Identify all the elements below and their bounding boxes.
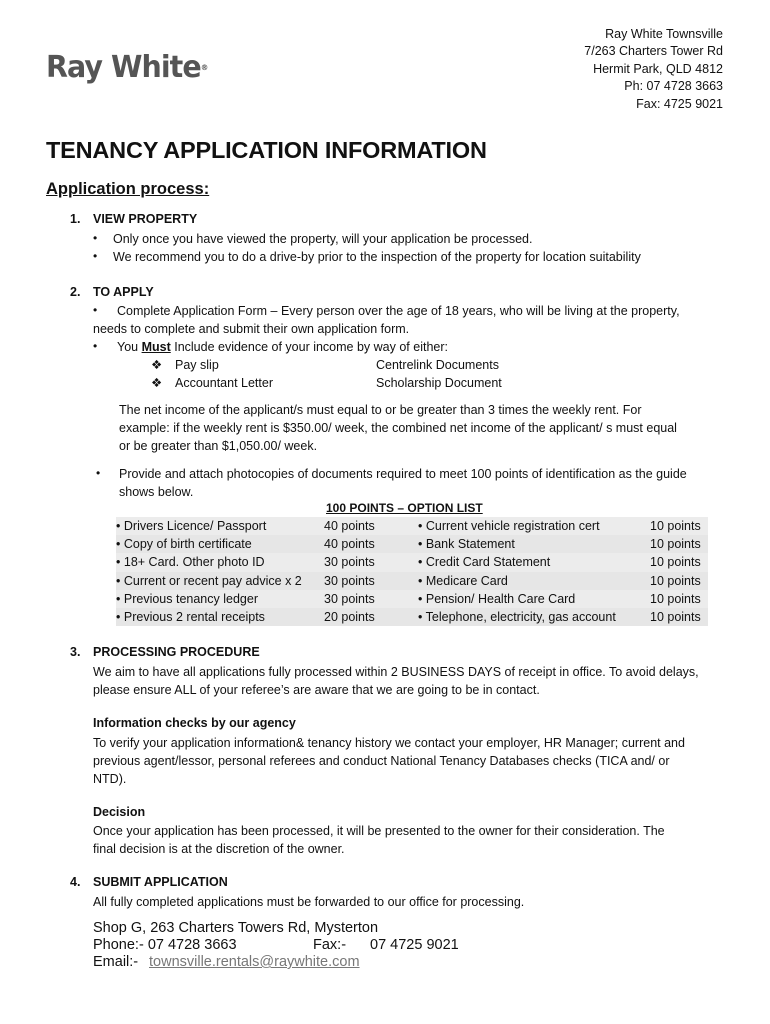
bullet-icon: • (418, 591, 423, 606)
points-doc-right-cell (418, 608, 650, 626)
points-table (116, 517, 708, 626)
points-value-right-cell (650, 517, 708, 535)
footer-email-link[interactable]: townsville.rentals@raywhite.com (149, 954, 360, 970)
bullet-icon: • (116, 537, 121, 552)
section-subtitle: Application process: (46, 180, 210, 198)
evidence-accountant-letter: Accountant Letter (175, 376, 273, 390)
points-doc-right-cell (418, 590, 650, 608)
checks-line2: previous agent/lessor, personal referees and conduct National Tenancy Databases checks (TICA and/ or (93, 754, 670, 768)
points-value-left-cell (324, 517, 418, 535)
section4-number: 4. (70, 875, 81, 889)
points-value-left-cell (324, 535, 418, 553)
points-value-left-cell (324, 590, 418, 608)
bullet-icon: • (116, 610, 121, 625)
points-doc-left: Current or recent pay advice x 2 (123, 573, 302, 588)
section3-line1: We aim to have all applications fully processed within 2 BUSINESS DAYS of receipt in office. To avoid delays, (93, 665, 699, 679)
logo-text: Ray White (46, 50, 201, 85)
points-value-right-cell (650, 535, 708, 553)
points-value-right-cell (650, 590, 708, 608)
points-value-right: 10 points (650, 555, 701, 570)
bullet2-suffix: Include evidence of your income by way of either: (170, 340, 448, 354)
section1-bullet2: We recommend you to do a drive-by prior to the inspection of the property for location suitability (113, 250, 641, 264)
points-doc-left: Previous tenancy ledger (123, 591, 258, 606)
bullet-icon: • (418, 519, 423, 534)
points-doc-right-cell (418, 553, 650, 571)
points-row (116, 590, 708, 608)
bullet-icon: • (96, 466, 101, 480)
evidence-pay-slip: Pay slip (175, 358, 219, 372)
points-doc-right-cell (418, 535, 650, 553)
section3-number: 3. (70, 645, 81, 659)
footer-phone: Phone:- 07 4728 3663 (93, 937, 237, 953)
bullet-icon: • (93, 231, 98, 245)
points-doc-right: Bank Statement (425, 537, 515, 552)
points-value-right-cell (650, 572, 708, 590)
bullet2-prefix: You (117, 340, 142, 354)
income-note-line1: The net income of the applicant/s must equal to or be greater than 3 times the weekly rent. For (119, 403, 642, 417)
points-doc-right: Credit Card Statement (425, 555, 551, 570)
section4-line: All fully completed applications must be forwarded to our office for processing. (93, 895, 525, 909)
points-doc-left: Copy of birth certificate (123, 537, 252, 552)
points-value-right-cell (650, 553, 708, 571)
section2-heading: TO APPLY (93, 285, 154, 299)
decision-line2: final decision is at the discretion of the owner. (93, 842, 345, 856)
points-value-left: 30 points (324, 555, 375, 570)
bullet-icon: • (418, 573, 423, 588)
points-doc-left-cell (116, 572, 324, 590)
points-value-right: 10 points (650, 610, 701, 625)
points-value-left: 40 points (324, 519, 375, 534)
bullet-icon: • (93, 249, 98, 263)
office-phone: Ph: 07 4728 3663 (624, 79, 723, 94)
checks-line1: To verify your application information& tenancy history we contact your employer, HR Manager; current and (93, 736, 685, 750)
section1-heading: VIEW PROPERTY (93, 212, 198, 226)
office-name: Ray White Townsville (605, 27, 723, 41)
bullet-icon: • (116, 573, 121, 588)
income-note-line2: example: if the weekly rent is $350.00/ week, the combined net income of the applicant/ s must equal (119, 421, 677, 435)
points-doc-left: Previous 2 rental receipts (123, 610, 265, 625)
points-row (116, 608, 708, 626)
points-doc-right: Medicare Card (425, 573, 508, 588)
income-note-line3: or be greater than $1,050.00/ week. (119, 439, 318, 453)
points-doc-left-cell (116, 608, 324, 626)
section2-bullet3-line1: Provide and attach photocopies of documents required to meet 100 points of identification as the guide (119, 467, 687, 481)
section3-line2: please ensure ALL of your referee’s are aware that we are going to be in contact. (93, 683, 540, 697)
points-doc-left-cell (116, 517, 324, 535)
points-value-right: 10 points (650, 573, 701, 588)
bullet-icon: • (93, 303, 98, 317)
points-row (116, 535, 708, 553)
information-checks-heading: Information checks by our agency (93, 716, 296, 730)
points-value-left: 20 points (324, 610, 375, 625)
points-doc-left-cell (116, 553, 324, 571)
section1-bullet1: Only once you have viewed the property, will your application be processed. (113, 232, 533, 246)
bullet-icon: • (116, 519, 121, 534)
logo-trademark: ® (200, 63, 209, 72)
footer-address: Shop G, 263 Charters Towers Rd, Mysterton (93, 920, 379, 936)
points-value-left: 30 points (324, 591, 375, 606)
points-value-left-cell (324, 608, 418, 626)
footer-email-label: Email:- (93, 954, 139, 970)
points-value-right-cell (650, 608, 708, 626)
diamond-bullet-icon: ❖ (151, 376, 163, 390)
points-doc-left: Drivers Licence/ Passport (123, 519, 267, 534)
office-address-block (584, 26, 723, 113)
section2-bullet1-line2: needs to complete and submit their own application form. (93, 322, 410, 336)
section1-number: 1. (70, 212, 81, 226)
section2-number: 2. (70, 285, 81, 299)
decision-line1: Once your application has been processed, it will be presented to the owner for their consideration. The (93, 824, 665, 838)
points-doc-left-cell (116, 535, 324, 553)
points-doc-left-cell (116, 590, 324, 608)
points-doc-left: 18+ Card. Other photo ID (123, 555, 265, 570)
bullet-icon: • (93, 339, 98, 353)
points-value-left: 40 points (324, 537, 375, 552)
section2-bullet2 (117, 338, 448, 356)
checks-line3: NTD). (93, 772, 127, 786)
footer-fax-number: 07 4725 9021 (370, 937, 459, 953)
points-value-right: 10 points (650, 519, 701, 534)
points-doc-right: Telephone, electricity, gas account (425, 610, 616, 625)
points-row (116, 517, 708, 535)
points-value-right: 10 points (650, 537, 701, 552)
points-value-left-cell (324, 553, 418, 571)
points-doc-right-cell (418, 517, 650, 535)
office-address-line1: 7/263 Charters Tower Rd (584, 44, 723, 59)
points-value-right: 10 points (650, 591, 701, 606)
points-row (116, 572, 708, 590)
must-emphasis: Must (141, 340, 171, 354)
bullet-icon: • (116, 591, 121, 606)
footer-fax-label: Fax:- (313, 937, 347, 953)
office-fax: Fax: 4725 9021 (636, 96, 723, 111)
bullet-icon: • (418, 555, 423, 570)
office-address-line2: Hermit Park, QLD 4812 (593, 61, 723, 76)
section2-bullet3-line2: shows below. (119, 485, 194, 499)
section2-bullet1-line1: Complete Application Form – Every person over the age of 18 years, who will be living at the property, (117, 304, 680, 318)
bullet-icon: • (418, 610, 423, 625)
points-doc-right-cell (418, 572, 650, 590)
points-value-left: 30 points (324, 573, 375, 588)
decision-heading: Decision (93, 805, 146, 819)
points-row (116, 553, 708, 571)
section4-heading: SUBMIT APPLICATION (93, 875, 228, 889)
bullet-icon: • (418, 537, 423, 552)
bullet-icon: • (116, 555, 121, 570)
points-doc-right: Pension/ Health Care Card (425, 591, 576, 606)
points-list-title: 100 POINTS – OPTION LIST (326, 501, 483, 515)
page-title: TENANCY APPLICATION INFORMATION (46, 137, 487, 163)
evidence-scholarship: Scholarship Document (376, 376, 502, 390)
evidence-centrelink: Centrelink Documents (376, 358, 499, 372)
ray-white-logo (46, 51, 208, 85)
points-value-left-cell (324, 572, 418, 590)
points-doc-right: Current vehicle registration cert (425, 519, 600, 534)
section3-heading: PROCESSING PROCEDURE (93, 645, 260, 659)
diamond-bullet-icon: ❖ (151, 358, 163, 372)
